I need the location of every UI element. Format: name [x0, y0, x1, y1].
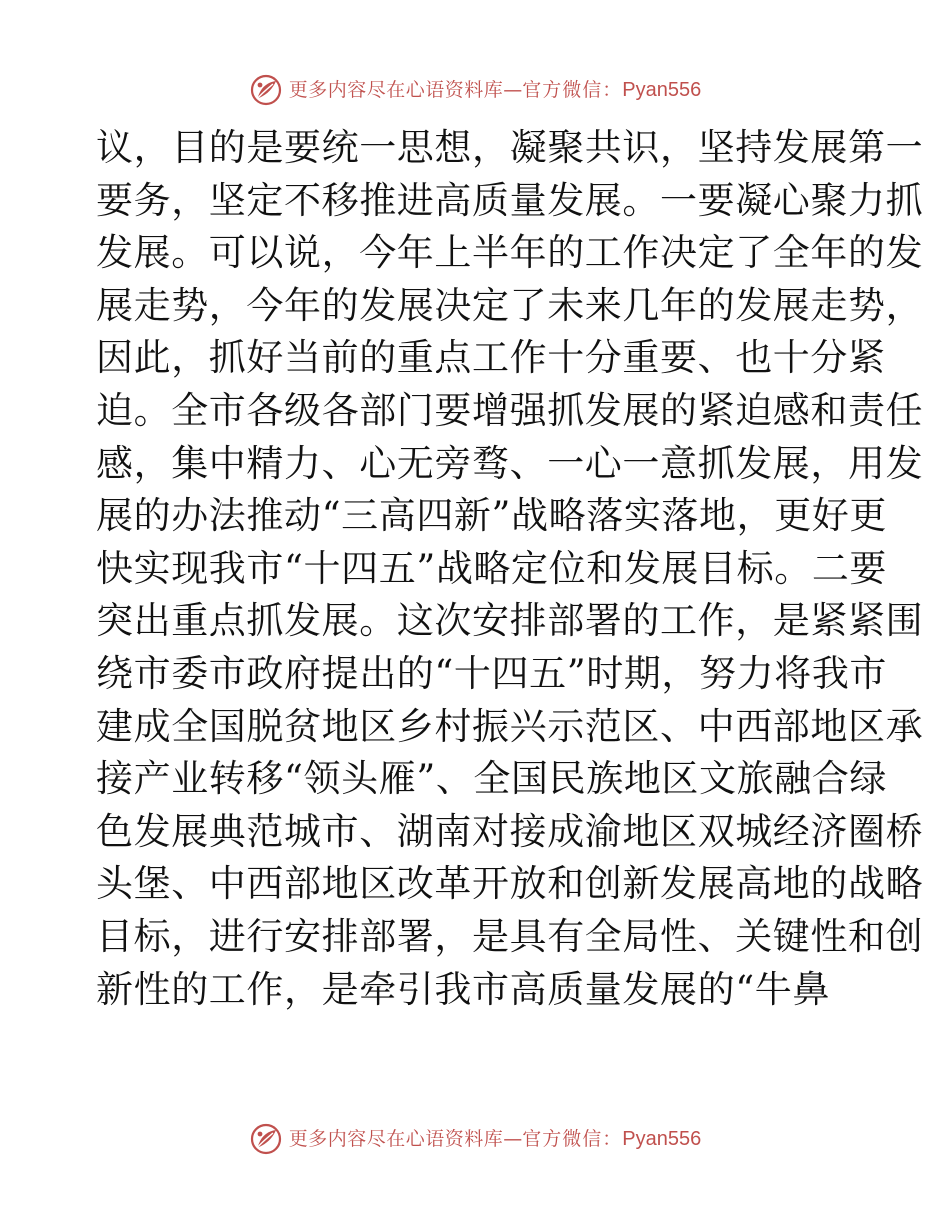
body-line-1: 议，目的是要统一思想，凝聚共识，坚持发展第一 — [96, 126, 924, 169]
footer-banner-slogan: 更多内容尽在心语资料库 — [288, 1128, 504, 1150]
footer-banner-official-label: 官方微信： — [522, 1128, 623, 1150]
body-line-5: 因此，抓好当前的重点工作十分重要、也十分紧 — [96, 336, 886, 380]
leaf-seal-icon — [249, 73, 283, 107]
document-body — [96, 122, 924, 1016]
body-line-7: 感，集中精力、心无旁骛、一心一意抓发展，用发 — [96, 441, 924, 485]
footer-banner-text — [289, 1122, 702, 1156]
body-line-11: 绕市委市政府提出的“十四五”时期，努力将我市 — [96, 651, 888, 695]
header-banner-slogan: 更多内容尽在心语资料库 — [288, 79, 504, 101]
footer-banner — [0, 1119, 950, 1159]
body-line-8: 展的办法推动“三高四新”战略落实落地，更好更 — [96, 494, 888, 538]
header-banner-official-label: 官方微信： — [522, 79, 623, 101]
header-banner — [0, 70, 950, 110]
body-line-12: 建成全国脱贫地区乡村振兴示范区、中西部地区承 — [96, 704, 924, 748]
body-line-17: 新性的工作，是牵引我市高质量发展的“牛鼻 — [96, 967, 830, 1011]
footer-banner-wechat-id: Pyan556 — [622, 1128, 702, 1150]
leaf-seal-icon — [249, 1122, 283, 1156]
body-line-2: 要务，坚定不移推进高质量发展。一要凝心聚力抓 — [96, 178, 924, 222]
body-line-16: 目标，进行安排部署，是具有全局性、关键性和创 — [96, 914, 924, 958]
body-line-3: 发展。可以说，今年上半年的工作决定了全年的发 — [96, 231, 924, 275]
footer-banner-dash: — — [503, 1128, 523, 1150]
header-banner-wechat-id: Pyan556 — [622, 79, 702, 101]
body-line-14: 色发展典范城市、湖南对接成渝地区双城经济圈桥 — [96, 809, 924, 853]
body-line-15: 头堡、中西部地区改革开放和创新发展高地的战略 — [96, 862, 924, 906]
body-line-4: 展走势，今年的发展决定了未来几年的发展走势， — [96, 283, 924, 327]
body-line-9: 快实现我市“十四五”战略定位和发展目标。二要 — [96, 546, 888, 590]
body-line-10: 突出重点抓发展。这次安排部署的工作，是紧紧围 — [96, 599, 924, 643]
body-line-6: 迫。全市各级各部门要增强抓发展的紧迫感和责任 — [96, 388, 924, 432]
header-banner-dash: — — [503, 79, 523, 101]
body-line-13: 接产业转移“领头雁”、全国民族地区文旅融合绿 — [96, 757, 888, 801]
header-banner-text — [289, 73, 702, 107]
